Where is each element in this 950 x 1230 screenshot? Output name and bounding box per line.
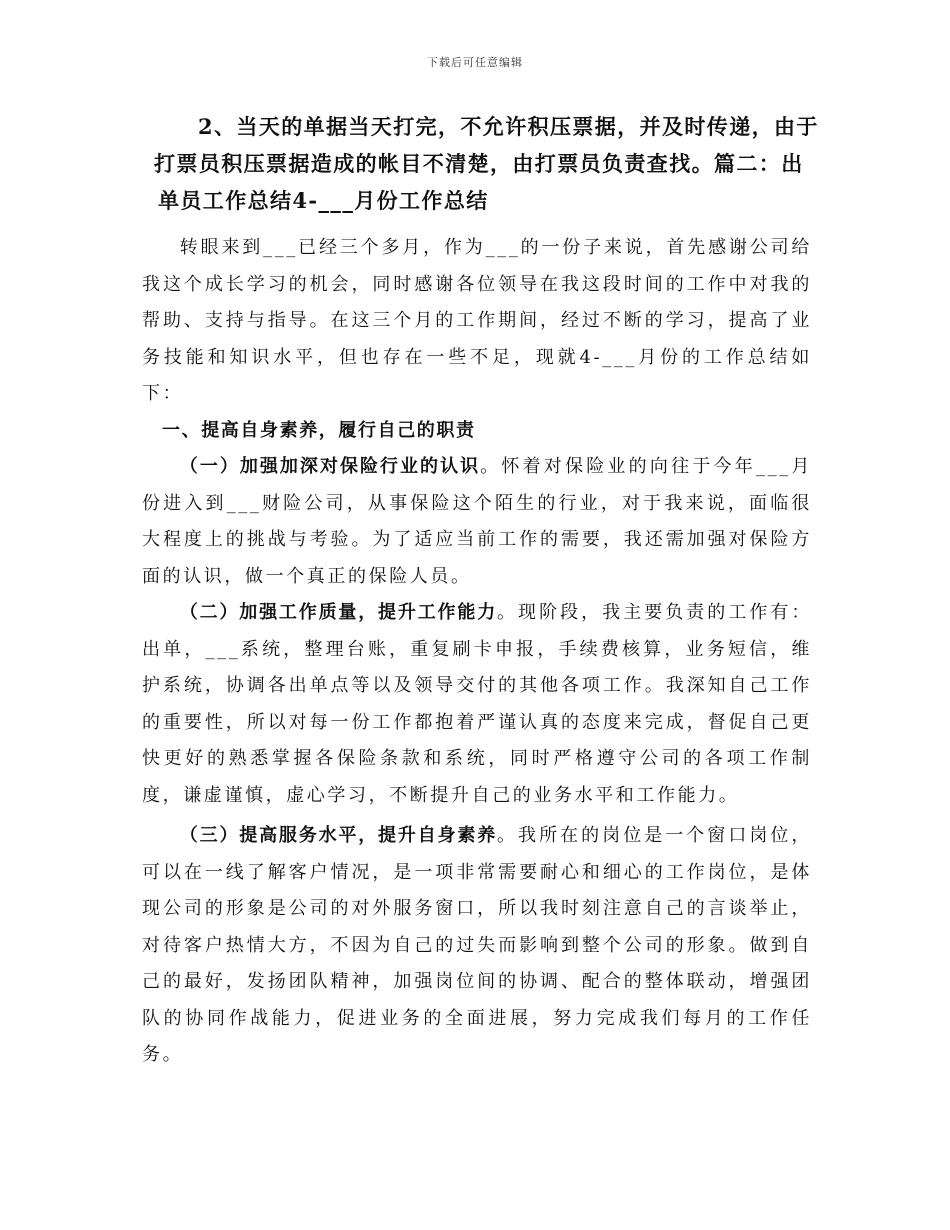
page-header: 下载后可任意编辑 [427,56,523,69]
item-2-paragraph [142,595,812,814]
item-1-text: 。怀着对保险业的向往于今年___月份进入到___财险公司，从事保险这个陌生的行业，对于我来说，面临很大程度上的挑战与考验。为了适应当前工作的需要，我还需加强对保险方面的认识，做一个真正的保险人员。 [142,456,812,587]
item-2-text: 。现阶段，我主要负责的工作有：出单，___系统，整理台账，重复刷卡申报，手续费核算，业务短信，维护系统，协调各出单点等以及领导交付的其他各项工作。我深知自己工作的重要性，所以对每一份工作都抱着严谨认真的态度来完成，督促自己更快更好的熟悉掌握各保险条款和系统，同时严格遵守公司的各项工作制度，谦虚谨慎，虚心学习，不断提升自己的业务水平和工作能力。 [142,602,813,806]
document-body [142,108,819,1074]
item-1-paragraph [142,449,812,595]
item-1-title: （一）加强加深对保险行业的认识 [179,456,481,477]
item-3-paragraph [142,818,812,1074]
heading-line-1: 2、当天的单据当天打完，不允许积压票据，并及时传递，由于 [198,114,819,139]
intro-paragraph: 转眼来到___已经三个多月，作为___的一份子来说，首先感谢公司给我这个成长学习的机会，同时感谢各位领导在我这段时间的工作中对我的帮助、支持与指导。在这三个月的工作期间，经过不断的学习，提高了业务技能和知识水平，但也存在一些不足，现就4-___月份的工作总结如下： [142,237,812,404]
heading-line-2: 打票员积压票据造成的帐目不清楚，由打票员负责查找。篇二：出 [154,151,804,176]
item-3-title: （三）提高服务水平，提升自身素养 [179,825,498,846]
item-2-title: （二）加强工作质量，提升工作能力 [179,602,498,623]
item-3-text: 。我所在的岗位是一个窗口岗位，可以在一线了解客户情况，是一项非常需要耐心和细心的工作岗位，是体现公司的形象是公司的对外服务窗口，所以我时刻注意自己的言谈举止，对待客户热情大方，不因为自己的过失而影响到整个公司的形象。做到自己的最好，发扬团队精神，加强岗位间的协调、配合的整体联动，增强团队的协同作战能力，促进业务的全面进展，努力完成我们每月的工作任务。 [142,825,813,1065]
heading-line-3: 单员工作总结4-___月份工作总结 [158,188,489,213]
section-title-1: 一、提高自身素养，履行自己的职责 [162,419,476,441]
bold-heading [142,108,819,219]
